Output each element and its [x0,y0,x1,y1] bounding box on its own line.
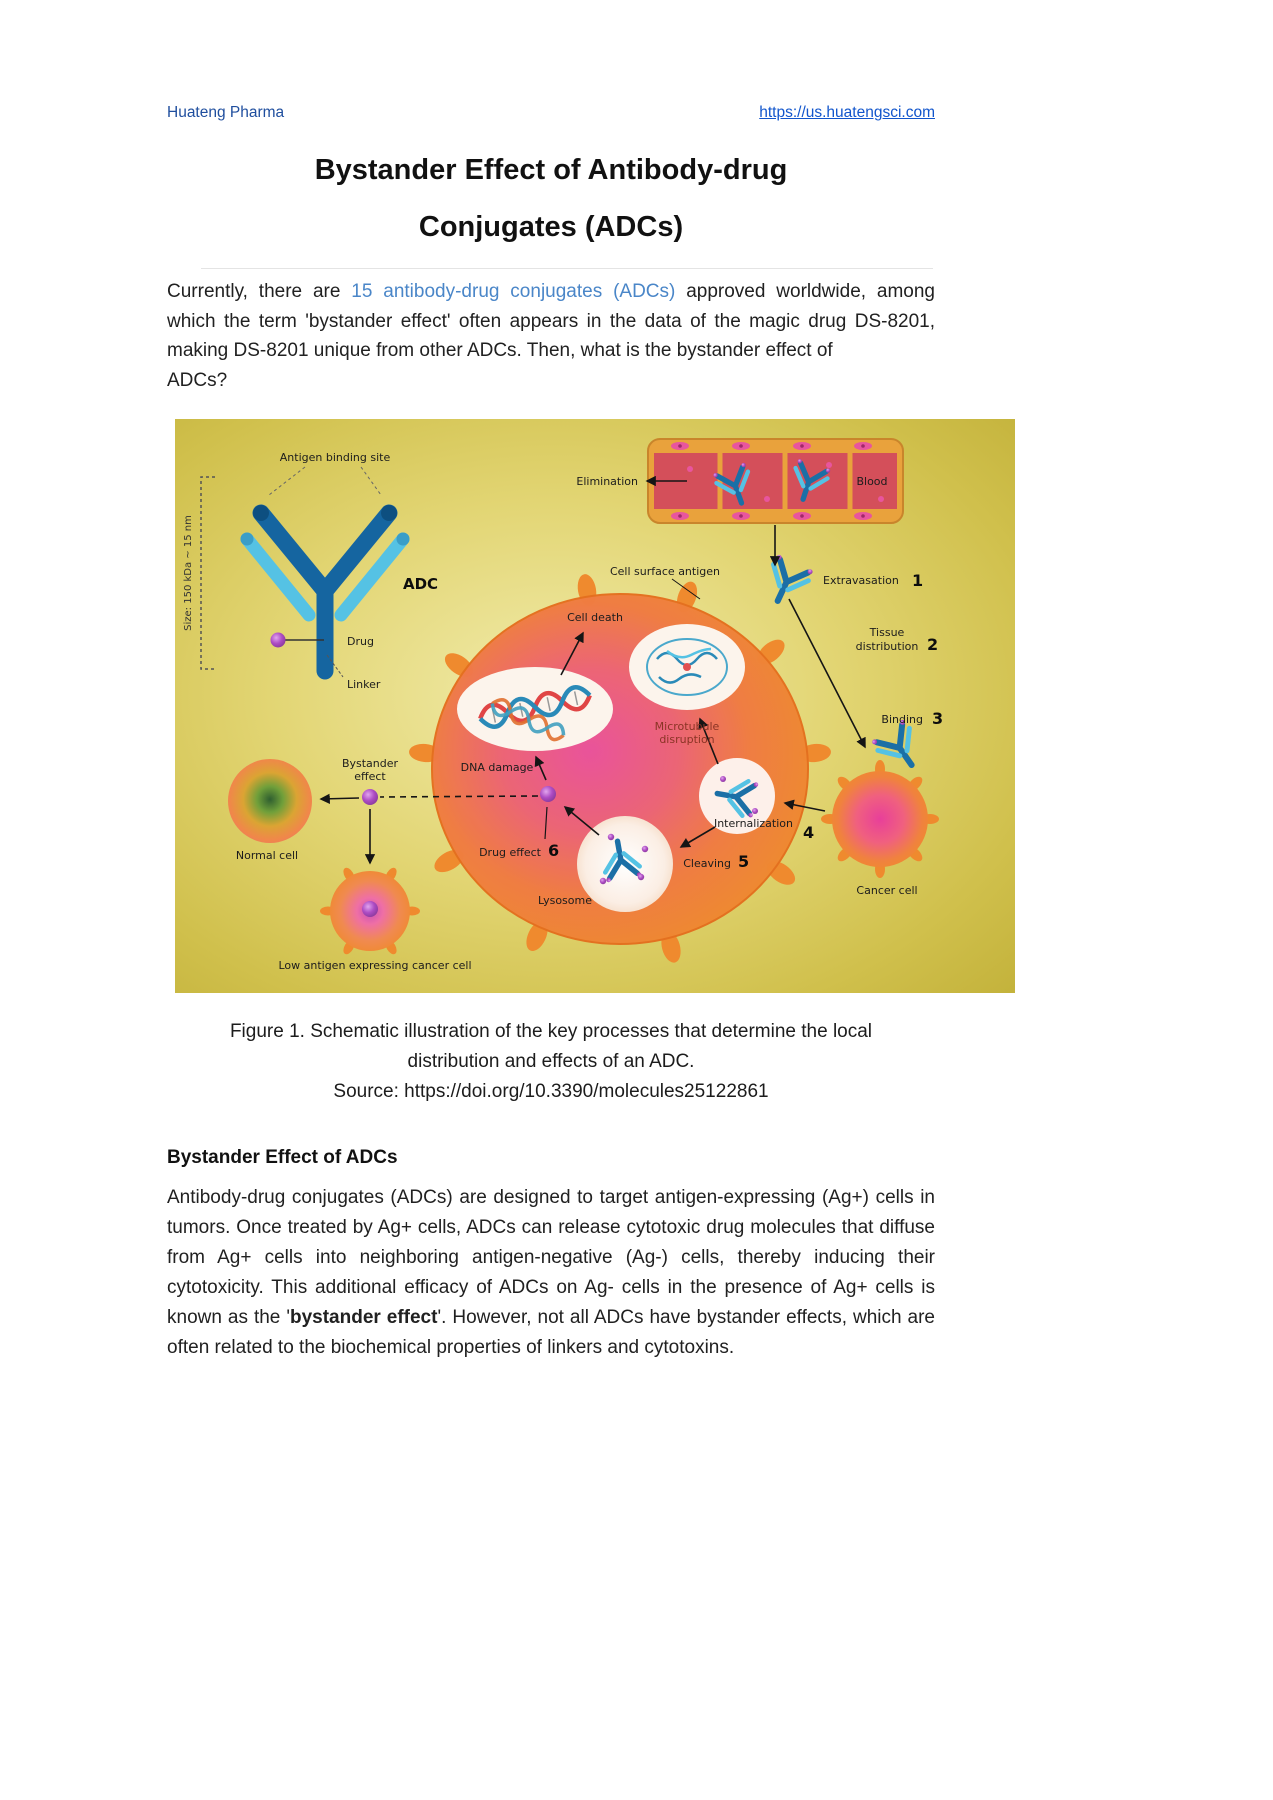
step-4: 4 [803,823,815,842]
brand-name: Huateng Pharma [167,104,285,121]
adc-schematic-figure [175,419,1015,993]
label-internalization: Internalization [713,817,793,830]
section-heading: Bystander Effect of ADCs [167,1147,398,1168]
label-low-antigen-cell: Low antigen expressing cancer cell [278,959,472,972]
drug-effect-dot [540,786,556,802]
body-paragraph [167,1183,935,1363]
label-tissue-2: distribution [855,640,919,653]
microtubule-area [629,624,745,710]
label-adc: ADC [403,575,439,593]
page-title [167,142,935,256]
step-3: 3 [932,709,944,728]
body-text-bold: bystander effect [289,1307,438,1328]
drug-payload [271,633,286,648]
caption-line1: Figure 1. Schematic illustration of the key processes that determine the local [229,1021,873,1042]
released-drug [362,789,378,805]
step-6: 6 [548,841,560,860]
body-text-post: '. However, not all ADCs have bystander effects, which are often related to the biochemical properties of linkers and cytotoxins. [167,1307,935,1358]
label-cleaving: Cleaving [683,857,731,870]
label-linker: Linker [347,678,381,691]
figure-caption [167,1017,935,1107]
page-title-line1: Bystander Effect of Antibody-drug [314,154,788,186]
normal-cell [228,759,312,843]
label-cell-surface-antigen: Cell surface antigen [609,565,721,578]
step-1: 1 [912,571,924,590]
label-microtubule-2: disruption [659,733,715,746]
step-5: 5 [738,852,750,871]
label-cancer-cell: Cancer cell [856,884,918,897]
label-bystander-2: effect [354,770,386,783]
intro-adc-link[interactable]: 15 antibody-drug conjugates (ADCs) [351,281,676,302]
step-2: 2 [927,635,939,654]
intro-text-post: approved worldwide, among which the term 'bystander effect' often appears in the data of the magic drug DS-8201, making DS-8201 unique from other ADCs. Then, what is the bystander effect of [167,281,935,361]
label-normal-cell: Normal cell [235,849,299,862]
figure-1 [175,419,1015,993]
page-title-line2: Conjugates (ADCs) [418,211,684,243]
label-elimination: Elimination [576,475,638,488]
label-lysosome: Lysosome [537,894,593,907]
label-antigen-binding-site: Antigen binding site [279,451,391,464]
label-binding: Binding [881,713,923,726]
label-cell-death: Cell death [567,611,623,624]
body-text-pre: Antibody-drug conjugates (ADCs) are designed to target antigen-expressing (Ag+) cells in tumors. Once treated by Ag+ cells, ADCs can release cytotoxic drug molecules that diffuse from Ag+ cells into neighboring antigen-negative (Ag-) cells, thereby inducing their cytotoxicity. This additional efficacy of ADCs on Ag- cells in the presence of Ag+ cells is known as the ' [167,1187,935,1328]
title-divider [201,268,933,269]
label-tissue-1: Tissue [869,626,905,639]
caption-line2: distribution and effects of an ADC. [407,1051,695,1072]
site-url-link[interactable]: https://us.huatengsci.com [759,104,935,121]
label-drug-effect: Drug effect [479,846,541,859]
label-dna-damage: DNA damage [460,761,534,774]
label-size-note: Size: 150 kDa ~ 15 nm [183,515,194,631]
caption-source: Source: https://doi.org/10.3390/molecules25122861 [333,1081,769,1102]
label-extravasation: Extravasation [823,574,899,587]
label-blood: Blood [856,475,888,488]
label-microtubule-1: Microtubule [654,720,720,733]
page-header [167,104,935,122]
label-drug: Drug [347,635,374,648]
intro-text-pre: Currently, there are [167,281,352,302]
intro-text-lastline: ADCs? [167,369,228,391]
dna-damage-area [457,667,613,751]
intro-paragraph [167,277,935,395]
cancer-cell [821,760,939,878]
label-bystander-1: Bystander [341,757,399,770]
